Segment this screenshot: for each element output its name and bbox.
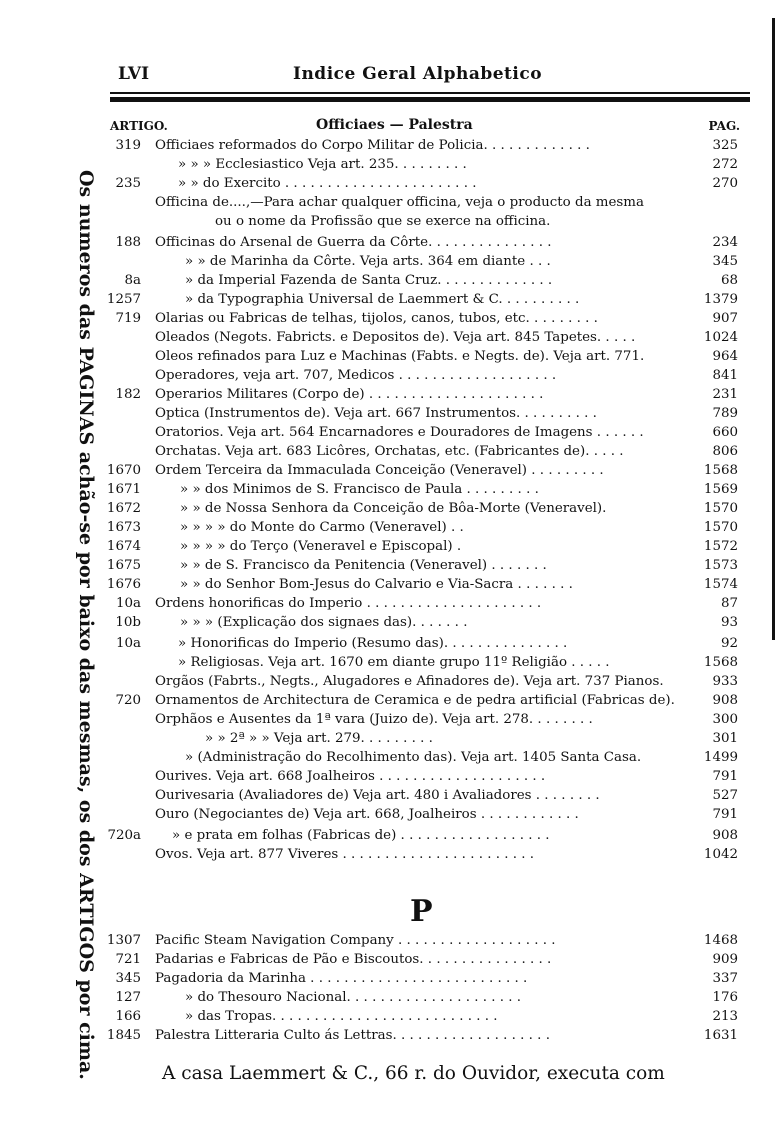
entry-page-number: 791	[712, 807, 738, 822]
entry-text: Palestra Litteraria Culto ás Lettras. . . . . . . . . . . . . . . . . . .	[155, 1028, 550, 1043]
entry-page-number: 68	[720, 273, 738, 288]
entry-text: Optica (Instrumentos de). Veja art. 667 Instrumentos. . . . . . . . . .	[155, 406, 597, 421]
index-entry	[0, 404, 779, 423]
index-entry	[0, 136, 779, 155]
entry-article-number: 1674	[106, 539, 141, 554]
entry-text: Orgãos (Fabrts., Negts., Alugadores e Afinadores de). Veja art. 737 Pianos.	[155, 674, 664, 689]
entry-text: Ourives. Veja art. 668 Joalheiros . . . . . . . . . . . . . . . . . . . .	[155, 769, 546, 784]
entry-page-number: 791	[712, 769, 738, 784]
entry-page-number: 234	[712, 235, 738, 250]
entry-page-number: 527	[712, 788, 738, 803]
index-entry	[0, 347, 779, 366]
entry-page-number: 933	[712, 674, 738, 689]
footer-advert: A casa Laemmert & C., 66 r. do Ouvidor, executa com	[162, 1063, 665, 1084]
entry-page-number: 1574	[703, 577, 738, 592]
entry-text: Pacific Steam Navigation Company . . . . . . . . . . . . . . . . . . .	[155, 933, 556, 948]
range-header: Officiaes — Palestra	[316, 117, 473, 133]
entry-article-number: 345	[115, 971, 141, 986]
section-letter: P	[410, 894, 433, 929]
entry-text: Ordem Terceira da Immaculada Conceição (Veneravel) . . . . . . . . .	[155, 463, 604, 478]
entry-text: » Religiosas. Veja art. 1670 em diante grupo 11º Religião . . . . .	[178, 655, 610, 670]
entry-text: Officiaes reformados do Corpo Militar de Policia. . . . . . . . . . . . .	[155, 138, 590, 153]
index-entry	[0, 613, 779, 632]
entry-article-number: 127	[115, 990, 141, 1005]
index-entry	[0, 691, 779, 710]
running-title: Indice Geral Alphabetico	[293, 64, 543, 84]
page-number: LVI	[118, 64, 150, 84]
index-entry	[0, 988, 779, 1007]
index-entry	[0, 442, 779, 461]
index-entry	[0, 556, 779, 575]
entry-article-number: 1672	[106, 501, 141, 516]
entry-page-number: 1631	[703, 1028, 738, 1043]
entry-page-number: 1568	[703, 655, 738, 670]
index-entry	[0, 1007, 779, 1026]
entry-text: Ourivesaria (Avaliadores de) Veja art. 480 i Avaliadores . . . . . . . .	[155, 788, 600, 803]
entry-article-number: 721	[115, 952, 141, 967]
entry-page-number: 345	[712, 254, 738, 269]
entry-page-number: 87	[720, 596, 738, 611]
entry-page-number: 964	[712, 349, 738, 364]
column-headers	[110, 117, 740, 135]
entry-page-number: 1573	[703, 558, 738, 573]
entry-article-number: 719	[115, 311, 141, 326]
entry-article-number: 1257	[106, 292, 141, 307]
entry-page-number: 337	[712, 971, 738, 986]
entry-page-number: 176	[712, 990, 738, 1005]
entry-page-number: 1379	[703, 292, 738, 307]
index-entry	[0, 575, 779, 594]
header-rule-thick	[110, 97, 750, 102]
entry-text: Pagadoria da Marinha . . . . . . . . . . . . . . . . . . . . . . . . . .	[155, 971, 528, 986]
entry-text: Ovos. Veja art. 877 Viveres . . . . . . . . . . . . . . . . . . . . . . .	[155, 847, 535, 862]
artigo-header: ARTIGO.	[110, 119, 168, 133]
entry-text: » e prata em folhas (Fabricas de) . . . . . . . . . . . . . . . . . .	[172, 828, 550, 843]
entry-text: Operarios Militares (Corpo de) . . . . . . . . . . . . . . . . . . . . .	[155, 387, 544, 402]
entry-article-number: 1670	[106, 463, 141, 478]
side-note: Os numeros das PAGINAS achão-se por baixo das mesmas, os dos ARTIGOS por cima.	[75, 170, 97, 1080]
entry-text: » » do Senhor Bom-Jesus do Calvario e Via-Sacra . . . . . . .	[180, 577, 573, 592]
entry-text: Oleos refinados para Luz e Machinas (Fabts. e Negts. de). Veja art. 771.	[155, 349, 645, 364]
entry-page-number: 841	[712, 368, 738, 383]
index-entry	[0, 518, 779, 537]
entry-text: » » » (Explicação dos signaes das). . . . . . .	[180, 615, 468, 630]
entry-article-number: 1671	[106, 482, 141, 497]
entry-text: Padarias e Fabricas de Pão e Biscoutos. . . . . . . . . . . . . . . .	[155, 952, 552, 967]
index-entry	[0, 845, 779, 864]
entry-article-number: 1673	[106, 520, 141, 535]
entry-page-number: 1042	[703, 847, 738, 862]
entry-article-number: 10a	[115, 636, 141, 651]
entry-text: » » do Exercito . . . . . . . . . . . . . . . . . . . . . . .	[178, 176, 477, 191]
entry-text: » » 2ª » » Veja art. 279. . . . . . . . .	[205, 731, 433, 746]
entry-article-number: 720	[115, 693, 141, 708]
entry-text: » » de Nossa Senhora da Conceição de Bôa-Morte (Veneravel).	[180, 501, 607, 516]
index-entry	[0, 271, 779, 290]
entry-page-number: 1570	[703, 520, 738, 535]
entry-article-number: 166	[115, 1009, 141, 1024]
entry-page-number: 1024	[703, 330, 738, 345]
index-entry	[0, 748, 779, 767]
index-entry	[0, 786, 779, 805]
index-entry	[0, 710, 779, 729]
entry-article-number: 319	[115, 138, 141, 153]
index-entry	[0, 212, 779, 231]
header-rule-thin	[110, 92, 750, 94]
entry-text: Orphãos e Ausentes da 1ª vara (Juizo de). Veja art. 278. . . . . . . .	[155, 712, 593, 727]
entry-text: Ouro (Negociantes de) Veja art. 668, Joalheiros . . . . . . . . . . . .	[155, 807, 579, 822]
entry-page-number: 1568	[703, 463, 738, 478]
entry-page-number: 213	[712, 1009, 738, 1024]
entry-page-number: 907	[712, 311, 738, 326]
index-entry	[0, 385, 779, 404]
entry-text: Orchatas. Veja art. 683 Licôres, Orchatas, etc. (Fabricantes de). . . . .	[155, 444, 624, 459]
index-entry	[0, 309, 779, 328]
index-entry	[0, 366, 779, 385]
entry-page-number: 789	[712, 406, 738, 421]
entry-page-number: 272	[712, 157, 738, 172]
entry-page-number: 806	[712, 444, 738, 459]
entry-article-number: 1676	[106, 577, 141, 592]
entry-text: Olarias ou Fabricas de telhas, tijolos, canos, tubos, etc. . . . . . . . .	[155, 311, 598, 326]
pag-header: PAG.	[708, 119, 740, 133]
index-entry	[0, 826, 779, 845]
entry-article-number: 182	[115, 387, 141, 402]
entry-page-number: 93	[720, 615, 738, 630]
entry-page-number: 1499	[703, 750, 738, 765]
index-entry	[0, 252, 779, 271]
index-entry	[0, 499, 779, 518]
entry-page-number: 1569	[703, 482, 738, 497]
index-entry	[0, 290, 779, 309]
index-entry	[0, 461, 779, 480]
index-entry	[0, 174, 779, 193]
entry-text: » » » » do Monte do Carmo (Veneravel) . .	[180, 520, 464, 535]
entry-text: » » de Marinha da Côrte. Veja arts. 364 em diante . . .	[185, 254, 551, 269]
index-entry	[0, 423, 779, 442]
index-entry	[0, 233, 779, 252]
entry-page-number: 270	[712, 176, 738, 191]
entry-page-number: 92	[720, 636, 738, 651]
index-entry	[0, 767, 779, 786]
entry-article-number: 235	[115, 176, 141, 191]
running-head	[118, 64, 730, 88]
entry-text: » Honorificas do Imperio (Resumo das). . . . . . . . . . . . . . .	[178, 636, 568, 651]
entry-article-number: 188	[115, 235, 141, 250]
entry-text: » » » Ecclesiastico Veja art. 235. . . . . . . . .	[178, 157, 467, 172]
entry-page-number: 1468	[703, 933, 738, 948]
entry-page-number: 908	[712, 828, 738, 843]
index-entry	[0, 931, 779, 950]
index-entry	[0, 594, 779, 613]
entry-article-number: 1845	[106, 1028, 141, 1043]
index-entry	[0, 672, 779, 691]
entry-page-number: 325	[712, 138, 738, 153]
entry-page-number: 660	[712, 425, 738, 440]
entry-text: Ordens honorificas do Imperio . . . . . . . . . . . . . . . . . . . . .	[155, 596, 542, 611]
entry-text: Ornamentos de Architectura de Ceramica e de pedra artificial (Fabricas de).	[155, 693, 675, 708]
entry-article-number: 10b	[115, 615, 141, 630]
entry-text: Oleados (Negots. Fabricts. e Depositos de). Veja art. 845 Tapetes. . . . .	[155, 330, 636, 345]
entry-page-number: 1572	[703, 539, 738, 554]
entry-text: » da Typographia Universal de Laemmert & C. . . . . . . . . .	[185, 292, 580, 307]
index-entry	[0, 653, 779, 672]
index-entry	[0, 634, 779, 653]
entry-text: » (Administração do Recolhimento das). Veja art. 1405 Santa Casa.	[185, 750, 642, 765]
entry-article-number: 1675	[106, 558, 141, 573]
entry-page-number: 300	[712, 712, 738, 727]
entry-article-number: 720a	[107, 828, 141, 843]
entry-text: Officinas do Arsenal de Guerra da Côrte. . . . . . . . . . . . . . .	[155, 235, 552, 250]
entry-text: » do Thesouro Nacional. . . . . . . . . . . . . . . . . . . . .	[185, 990, 522, 1005]
index-entry	[0, 537, 779, 556]
entry-page-number: 908	[712, 693, 738, 708]
entry-text: ou o nome da Profissão que se exerce na officina.	[215, 214, 551, 229]
index-entry	[0, 950, 779, 969]
entry-text: Operadores, veja art. 707, Medicos . . . . . . . . . . . . . . . . . . .	[155, 368, 557, 383]
entry-text: » » de S. Francisco da Penitencia (Veneravel) . . . . . . .	[180, 558, 547, 573]
entry-article-number: 1307	[106, 933, 141, 948]
index-entry	[0, 729, 779, 748]
entry-text: » » dos Minimos de S. Francisco de Paula . . . . . . . . .	[180, 482, 539, 497]
index-entry	[0, 328, 779, 347]
index-entry	[0, 480, 779, 499]
entry-page-number: 301	[712, 731, 738, 746]
entry-page-number: 231	[712, 387, 738, 402]
entry-page-number: 1570	[703, 501, 738, 516]
entry-page-number: 909	[712, 952, 738, 967]
entry-text: Oratorios. Veja art. 564 Encarnadores e Douradores de Imagens . . . . . .	[155, 425, 644, 440]
index-entry	[0, 193, 779, 212]
index-entry	[0, 1026, 779, 1045]
index-entry	[0, 155, 779, 174]
entry-text: Officina de....,—Para achar qualquer officina, veja o producto da mesma	[155, 195, 644, 210]
entry-text: » » » » do Terço (Veneravel e Episcopal) .	[180, 539, 462, 554]
index-entry	[0, 969, 779, 988]
entry-article-number: 10a	[115, 596, 141, 611]
entry-article-number: 8a	[124, 273, 141, 288]
entry-text: » da Imperial Fazenda de Santa Cruz. . . . . . . . . . . . . .	[185, 273, 553, 288]
index-entry	[0, 805, 779, 824]
entry-text: » das Tropas. . . . . . . . . . . . . . . . . . . . . . . . . . .	[185, 1009, 498, 1024]
